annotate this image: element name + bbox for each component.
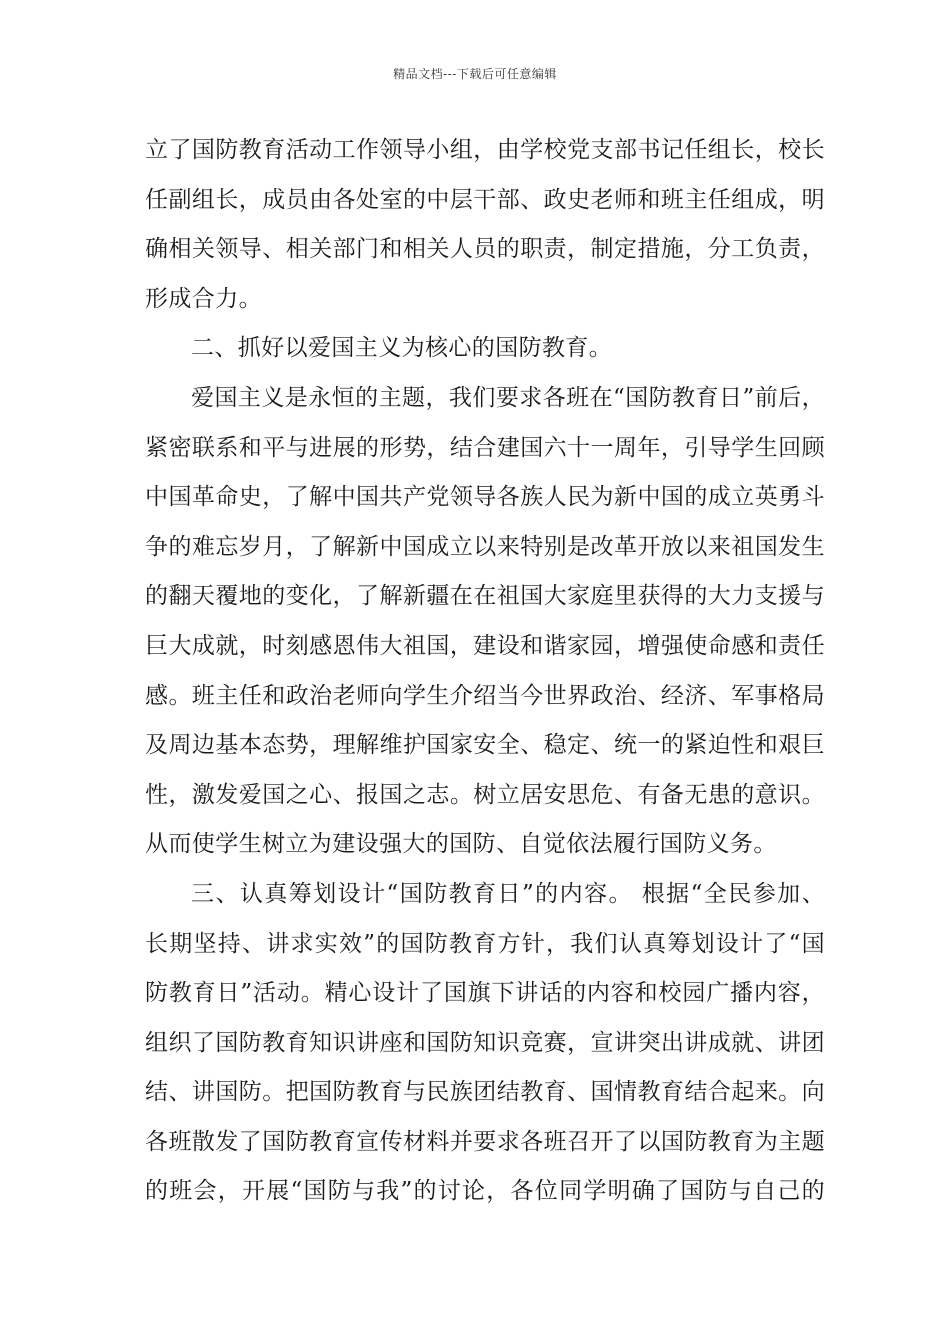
text-line: 性，激发爱国之心、报国之志。树立居安思危、有备无患的意识。: [145, 781, 825, 808]
section-heading: 三、认真筹划设计“国防教育日”的内容。 根据“全民参加、: [191, 880, 825, 907]
text-line: 组织了国防教育知识讲座和国防知识竞赛，宣讲突出讲成就、讲团: [145, 1029, 825, 1056]
text-line: 巨大成就，时刻感恩伟大祖国，建设和谐家园，增强使命感和责任: [145, 632, 825, 659]
text-line: 中国革命史，了解中国共产党领导各族人民为新中国的成立英勇斗: [145, 484, 825, 511]
text-line: 长期坚持、讲求实效”的国防教育方针，我们认真筹划设计了“国: [145, 930, 825, 957]
text-line: 争的难忘岁月，了解新中国成立以来特别是改革开放以来祖国发生: [145, 533, 825, 560]
text-line: 确相关领导、相关部门和相关人员的职责，制定措施，分工负责，: [145, 236, 825, 263]
text-line: 感。班主任和政治老师向学生介绍当今世界政治、经济、军事格局: [145, 682, 825, 709]
text-line: 结、讲国防。把国防教育与民族团结教育、国情教育结合起来。向: [145, 1079, 825, 1106]
page-header: 精品文档---下载后可任意编辑: [393, 67, 557, 81]
document-body: [145, 126, 825, 1217]
text-line: 任副组长，成员由各处室的中层干部、政史老师和班主任组成，明: [145, 186, 825, 213]
text-line: 各班散发了国防教育宣传材料并要求各班召开了以国防教育为主题: [145, 1128, 825, 1155]
text-line: 立了国防教育活动工作领导小组，由学校党支部书记任组长，校长: [145, 137, 825, 163]
text-line: 及周边基本态势，理解维护国家安全、稳定、统一的紧迫性和艰巨: [145, 732, 825, 759]
paragraph-first-line: 爱国主义是永恒的主题，我们要求各班在“国防教育日”前后，: [191, 384, 825, 411]
text-line: 的班会，开展“国防与我”的讨论，各位同学明确了国防与自己的: [145, 1178, 825, 1205]
text-line: 紧密联系和平与进展的形势，结合建国六十一周年，引导学生回顾: [145, 434, 825, 461]
text-line: 从而使学生树立为建设强大的国防、自觉依法履行国防义务。: [145, 831, 777, 858]
section-heading: 二、抓好以爱国主义为核心的国防教育。: [191, 335, 613, 362]
text-line: 防教育日”活动。精心设计了国旗下讲话的内容和校园广播内容，: [145, 980, 825, 1007]
text-line: 的翻天覆地的变化，了解新疆在在祖国大家庭里获得的大力支援与: [145, 583, 825, 610]
text-line: 形成合力。: [145, 285, 262, 312]
